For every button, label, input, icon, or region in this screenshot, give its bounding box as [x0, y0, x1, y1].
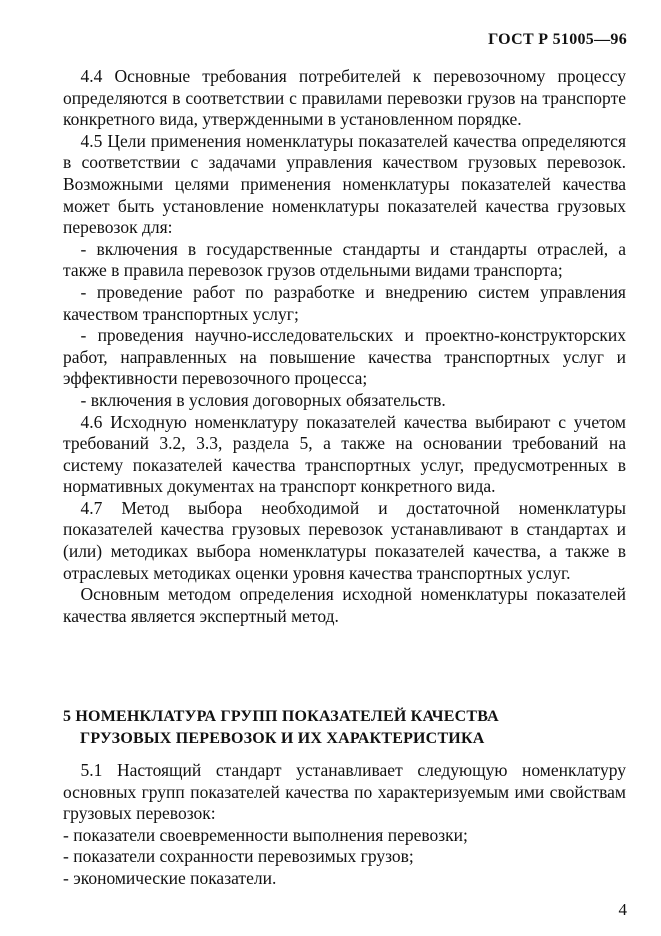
- paragraph-4-7-continued: Основным методом определения исходной номенклатуры показателей качества является экспертный метод.: [63, 584, 626, 626]
- clause-5-text: [63, 760, 626, 890]
- list-item: - проведения научно-исследовательских и проектно-конструкторских работ, направленных на повышение качества транспортных услуг и эффективности перевозочного процесса;: [63, 325, 626, 389]
- list-item: - показатели своевременности выполнения перевозки;: [63, 824, 468, 845]
- paragraph-4-7: 4.7 Метод выбора необходимой и достаточной номенклатуры показателей качества грузовых перевозок устанавливают в стандартах и (или) методиках выбора номенклатуры показателей качества, а также в отраслевых методиках оценки уровня качества транспортных услуг.: [63, 497, 626, 583]
- document-code-header: ГОСТ Р 51005—96: [488, 31, 627, 48]
- page-number: 4: [618, 900, 627, 919]
- paragraph-4-5: 4.5 Цели применения номенклатуры показателей качества определяются в соответствии с задачами управления качеством грузовых перевозок. Возможными целями применения номенклатуры показателей качества может быть установление номенклатуры показателей качества грузовых перевозок для:: [63, 130, 626, 238]
- section-heading-line1: 5 НОМЕНКЛАТУРА ГРУПП ПОКАЗАТЕЛЕЙ КАЧЕСТВА: [63, 708, 499, 725]
- clause-4-text: [63, 66, 626, 627]
- section-heading-line2: ГРУЗОВЫХ ПЕРЕВОЗОК И ИХ ХАРАКТЕРИСТИКА: [80, 729, 485, 747]
- list-item: - включения в государственные стандарты и стандарты отраслей, а также в правила перевозок грузов отдельными видами транспорта;: [63, 238, 626, 281]
- list-item: - включения в условия договорных обязательств.: [80, 389, 446, 410]
- paragraph-4-4: 4.4 Основные требования потребителей к перевозочному процессу определяются в соответствии с правилами перевозки грузов на транспорте конкретного вида, утвержденными в установленном порядке.: [63, 66, 626, 130]
- list-item: - экономические показатели.: [63, 867, 277, 888]
- section-5-heading: [63, 706, 626, 749]
- paragraph-5-1: 5.1 Настоящий стандарт устанавливает следующую номенклатуру основных групп показателей качества по характеризуемым ими свойствам грузовых перевозок:: [63, 760, 626, 824]
- paragraph-4-6: 4.6 Исходную номенклатуру показателей качества выбирают с учетом требований 3.2, 3.3, раздела 5, а также на основании требований на систему показателей качества транспортных услуг, предусмотренных в нормативных документах на транспорт конкретного вида.: [63, 411, 626, 497]
- list-item: - показатели сохранности перевозимых грузов;: [63, 846, 414, 867]
- list-item: - проведение работ по разработке и внедрению систем управления качеством транспортных услуг;: [63, 281, 626, 324]
